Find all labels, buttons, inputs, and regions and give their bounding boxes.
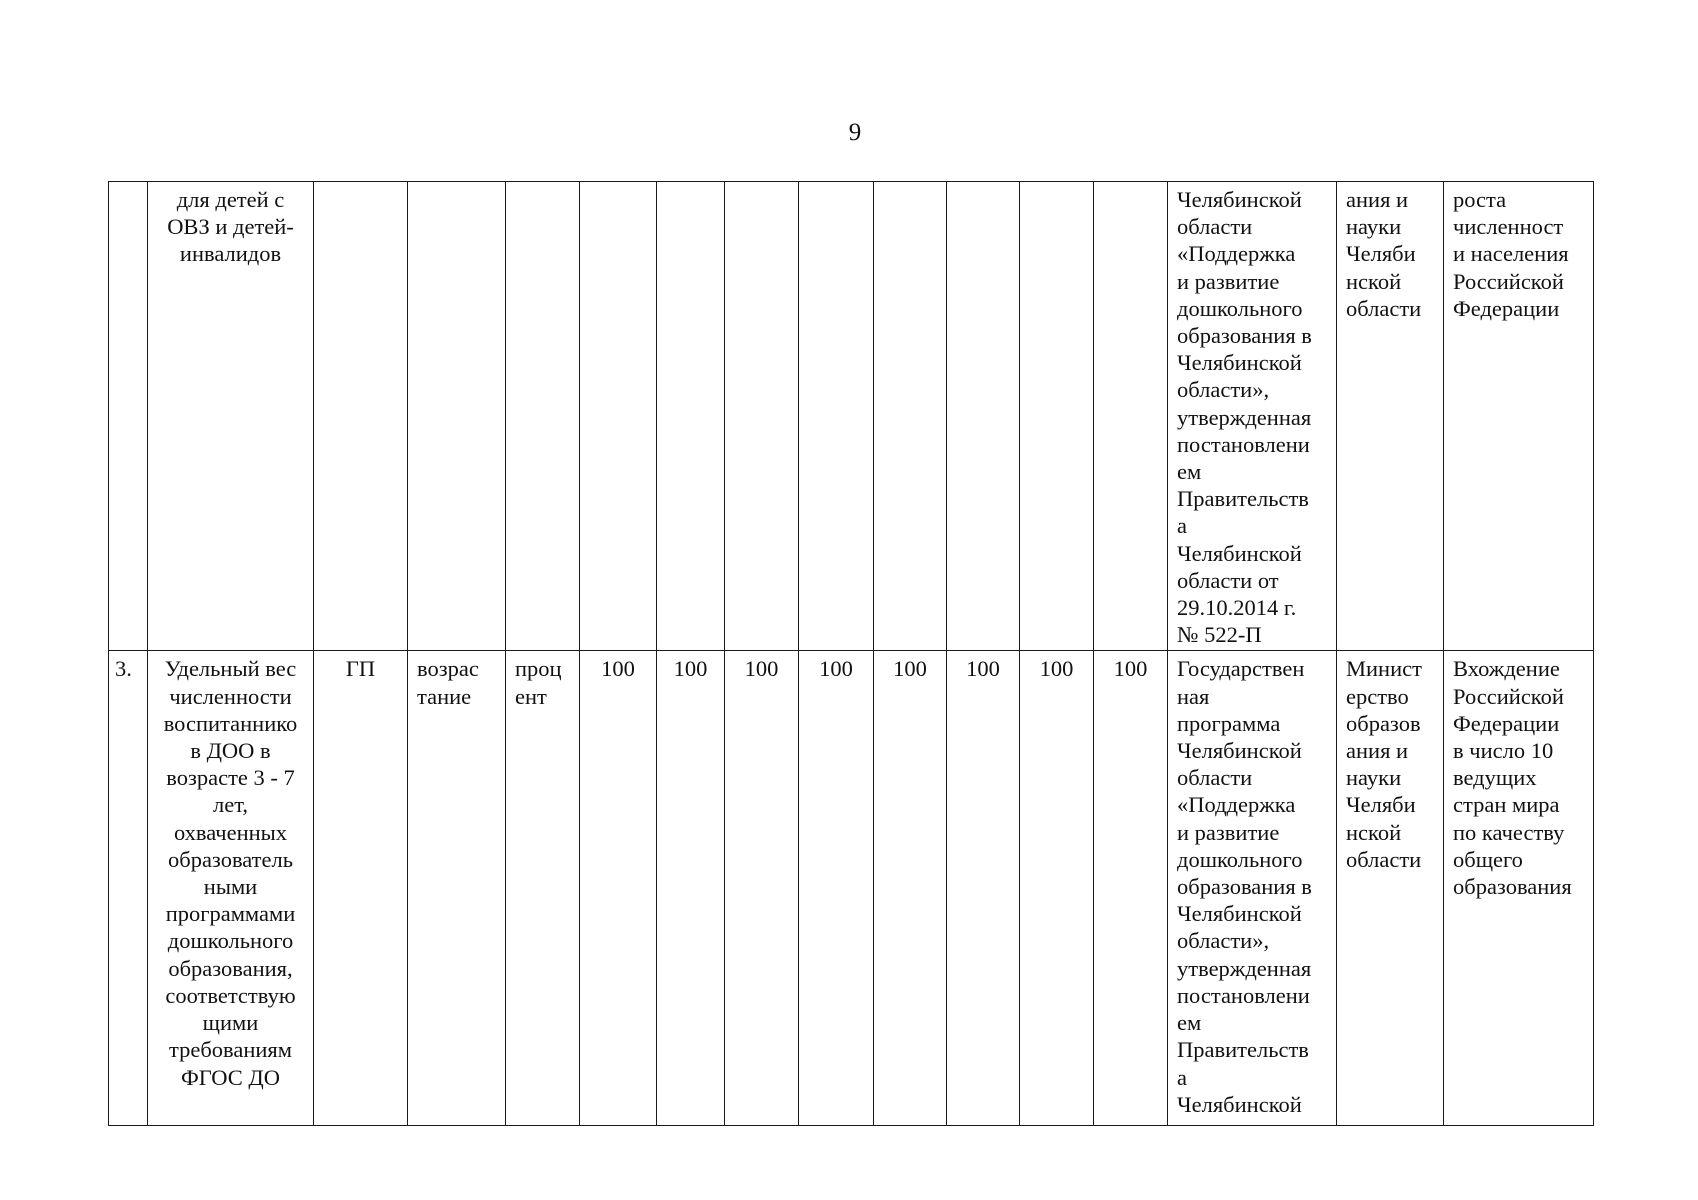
value-cell: 100 bbox=[947, 651, 1020, 1126]
value-cell: 100 bbox=[874, 651, 947, 1126]
value-cell bbox=[947, 182, 1020, 651]
unit-cell: проц ент bbox=[506, 651, 580, 1126]
value-cell: 100 bbox=[725, 651, 799, 1126]
indicator-type-cell: ГП bbox=[314, 651, 408, 1126]
trend-cell: возрас тание bbox=[408, 651, 506, 1126]
indicator-type-cell bbox=[314, 182, 408, 651]
value-cell: 100 bbox=[580, 651, 657, 1126]
state-program-cell: Челябинской области «Поддержка и развитие дошкольного образования в Челябинской области», утвержденная постановлени ем Правительств а Челябинской области от 29.10.2014 г. № 522-П bbox=[1168, 182, 1337, 651]
indicators-table bbox=[108, 181, 1594, 1126]
table-row bbox=[109, 651, 1594, 1126]
state-program-cell: Государствен ная программа Челябинской области «Поддержка и развитие дошкольного образования в Челябинской области», утвержденная постановлени ем Правительств а Челябинской bbox=[1168, 651, 1337, 1126]
value-cell bbox=[874, 182, 947, 651]
value-cell bbox=[1020, 182, 1094, 651]
national-goal-cell: Вхождение Российской Федерации в число 10 ведущих стран мира по качеству общего образования bbox=[1444, 651, 1594, 1126]
responsible-cell: ания и науки Челяби нской области bbox=[1337, 182, 1444, 651]
unit-cell bbox=[506, 182, 580, 651]
value-cell: 100 bbox=[1020, 651, 1094, 1126]
indicator-name-cell: для детей с ОВЗ и детей- инвалидов bbox=[148, 182, 314, 651]
responsible-cell: Минист ерство образов ания и науки Челяби нской области bbox=[1337, 651, 1444, 1126]
indicator-name-cell: Удельный вес численности воспитаннико в ДОО в возрасте 3 - 7 лет, охваченных образователь ными программами дошкольного образования, соответствую щими требованиям ФГОС ДО bbox=[148, 651, 314, 1126]
row-number-cell: 3. bbox=[109, 651, 148, 1126]
value-cell bbox=[799, 182, 874, 651]
value-cell bbox=[1094, 182, 1168, 651]
value-cell: 100 bbox=[1094, 651, 1168, 1126]
value-cell bbox=[580, 182, 657, 651]
value-cell bbox=[725, 182, 799, 651]
page-number: 9 bbox=[848, 119, 862, 146]
value-cell: 100 bbox=[657, 651, 725, 1126]
value-cell bbox=[657, 182, 725, 651]
table-row bbox=[109, 182, 1594, 651]
value-cell: 100 bbox=[799, 651, 874, 1126]
row-number-cell bbox=[109, 182, 148, 651]
national-goal-cell: роста численност и населения Российской Федерации bbox=[1444, 182, 1594, 651]
trend-cell bbox=[408, 182, 506, 651]
